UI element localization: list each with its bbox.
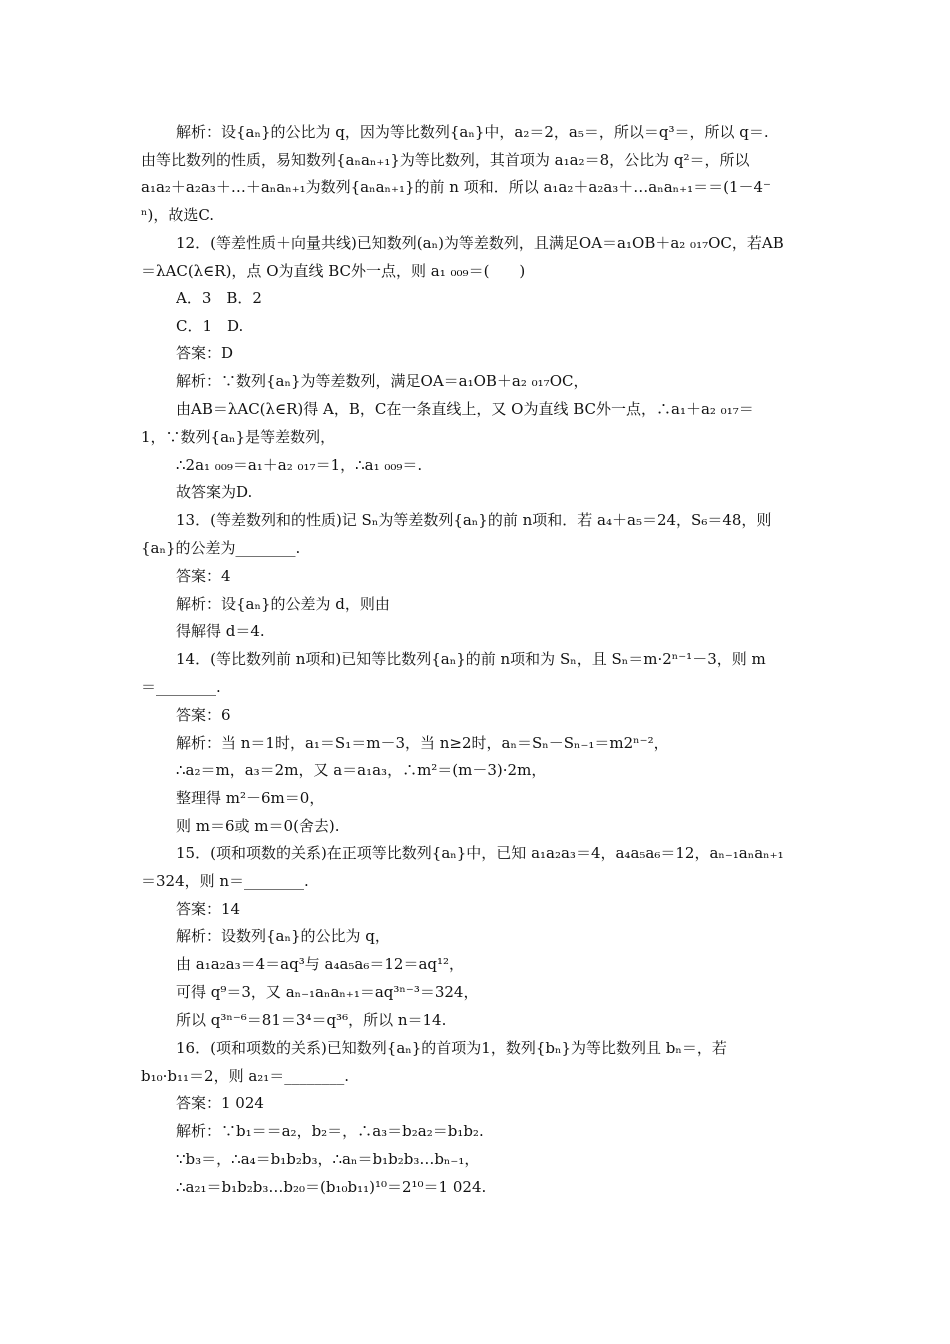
text-line: 由等比数列的性质，易知数列{aₙaₙ₊₁}为等比数列，其首项为 a₁a₂＝8，公比为 q²＝，所以	[141, 151, 750, 169]
text-line: 则 m＝6或 m＝0(舍去).	[176, 817, 340, 835]
text-line: 可得 q⁹＝3，又 aₙ₋₁aₙaₙ₊₁＝aq³ⁿ⁻³＝324，	[176, 983, 479, 1001]
text-line: 解析：当 n＝1时，a₁＝S₁＝m－3，当 n≥2时，aₙ＝Sₙ－Sₙ₋₁＝m2ⁿ⁻²，	[176, 734, 669, 752]
text-line: 得解得 d＝4.	[176, 622, 265, 640]
text-line: 解析：设数列{aₙ}的公比为 q，	[176, 927, 390, 945]
text-line: ∴a₂₁＝b₁b₂b₃…b₂₀＝(b₁₀b₁₁)¹⁰＝2¹⁰＝1 024.	[176, 1178, 487, 1196]
text-line: A．3 B．2	[176, 289, 262, 307]
text-line: b₁₀·b₁₁＝2，则 a₂₁＝________.	[141, 1067, 350, 1085]
text-line: {aₙ}的公差为________.	[141, 539, 301, 557]
text-line: ∵b₃＝，∴a₄＝b₁b₂b₃，∴aₙ＝b₁b₂b₃…bₙ₋₁，	[176, 1150, 480, 1168]
text-line: 解析：设{aₙ}的公差为 d，则由	[176, 595, 390, 613]
text-line: ＝324，则 n＝________.	[141, 872, 309, 890]
text-line: 所以 q³ⁿ⁻⁶＝81＝3⁴＝q³⁶，所以 n＝14.	[176, 1011, 447, 1029]
text-line: 1，∵数列{aₙ}是等差数列，	[141, 428, 336, 446]
text-line: 答案：6	[176, 706, 231, 724]
text-line: 14．(等比数列前 n项和)已知等比数列{aₙ}的前 n项和为 Sₙ，且 Sₙ＝m·2ⁿ⁻¹－3，则 m	[176, 650, 766, 668]
text-line: 由AB＝λAC(λ∈R)得 A，B，C在一条直线上，又 O为直线 BC外一点，∴a₁＋a₂ ₀₁₇＝	[176, 400, 754, 418]
text-line: 故答案为D.	[176, 483, 253, 501]
text-line: 13．(等差数列和的性质)记 Sₙ为等差数列{aₙ}的前 n项和．若 a₄＋a₅＝24，S₆＝48，则	[176, 511, 772, 529]
text-line: ∴2a₁ ₀₀₉＝a₁＋a₂ ₀₁₇＝1，∴a₁ ₀₀₉＝.	[176, 456, 423, 474]
text-line: ⁿ)，故选C.	[141, 206, 215, 224]
text-line: 整理得 m²－6m＝0，	[176, 789, 325, 807]
text-line: 16．(项和项数的关系)已知数列{aₙ}的首项为1，数列{bₙ}为等比数列且 bₙ＝，若	[176, 1039, 727, 1057]
text-line: 解析：∵数列{aₙ}为等差数列，满足OA＝a₁OB＋a₂ ₀₁₇OC，	[176, 372, 589, 390]
text-line: a₁a₂＋a₂a₃＋…＋aₙaₙ₊₁为数列{aₙaₙ₊₁}的前 n 项和．所以 a₁a₂＋a₂a₃＋…aₙaₙ₊₁＝＝(1－4⁻	[141, 178, 771, 196]
text-line: ∴a₂＝m，a₃＝2m，又 a＝a₁a₃，∴m²＝(m－3)·2m，	[176, 761, 547, 779]
text-line: C．1 D.	[176, 317, 244, 335]
text-line: 答案：4	[176, 567, 231, 585]
text-line: 解析：∵b₁＝＝a₂，b₂＝，∴a₃＝b₂a₂＝b₁b₂.	[176, 1122, 484, 1140]
text-line: ＝________.	[141, 678, 221, 696]
text-line: 答案：14	[176, 900, 241, 918]
text-line: 答案：D	[176, 344, 234, 362]
text-line: ＝λAC(λ∈R)，点 O为直线 BC外一点，则 a₁ ₀₀₉＝( )	[141, 262, 526, 280]
text-line: 12．(等差性质＋向量共线)已知数列(aₙ)为等差数列，且满足OA＝a₁OB＋a₂ ₀₁₇OC，若AB	[176, 234, 784, 252]
text-line: 答案：1 024	[176, 1094, 264, 1112]
text-line: 解析：设{aₙ}的公比为 q，因为等比数列{aₙ}中，a₂＝2，a₅＝，所以＝q³＝，所以 q＝.	[176, 123, 769, 141]
text-line: 由 a₁a₂a₃＝4＝aq³与 a₄a₅a₆＝12＝aq¹²，	[176, 955, 465, 973]
text-line: 15．(项和项数的关系)在正项等比数列{aₙ}中，已知 a₁a₂a₃＝4，a₄a₅a₆＝12，aₙ₋₁aₙaₙ₊₁	[176, 844, 784, 862]
